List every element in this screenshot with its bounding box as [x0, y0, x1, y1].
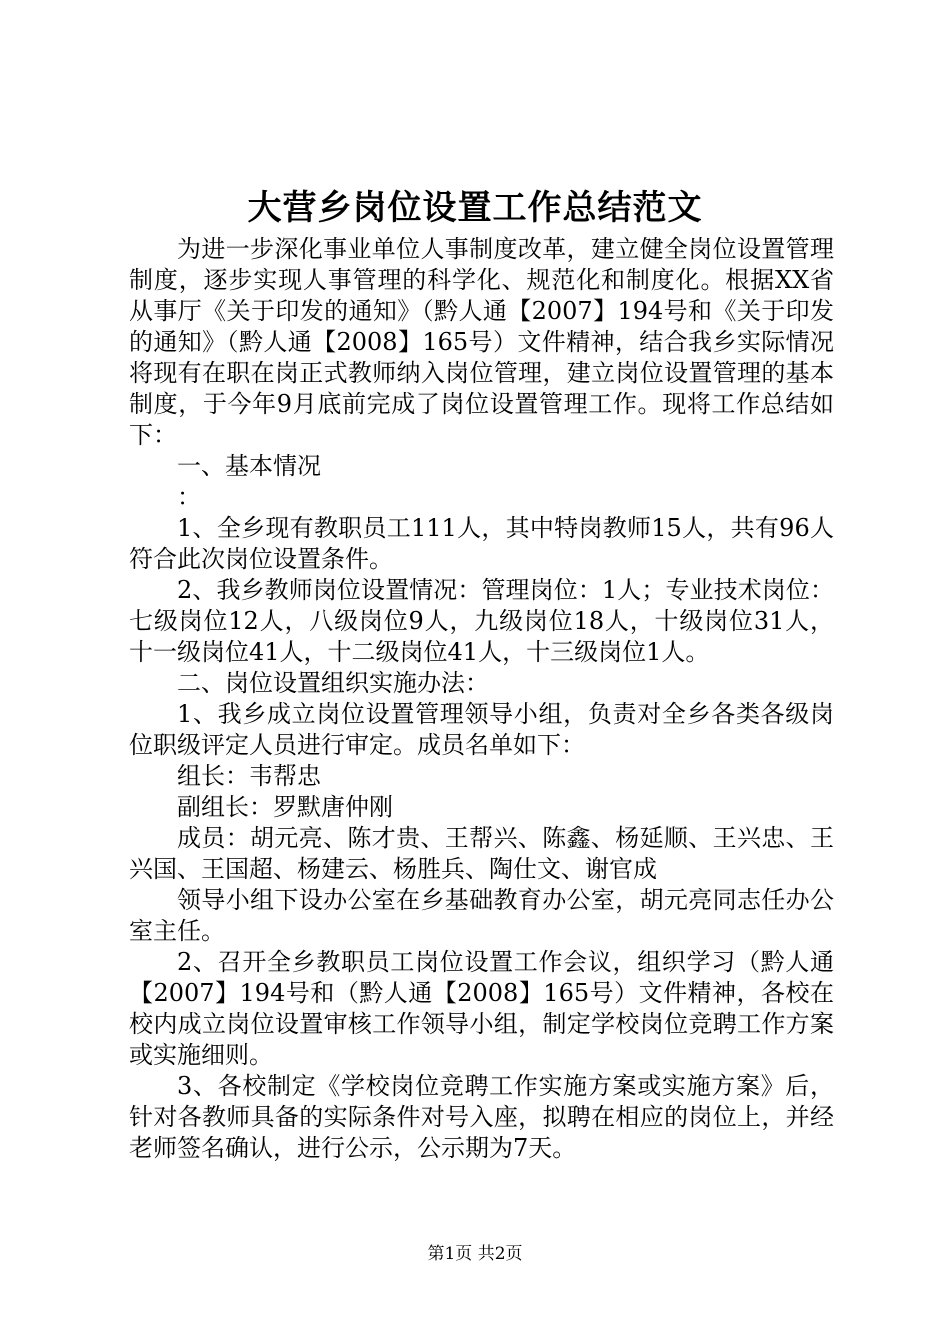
- paragraph-members: 成员：胡元亮、陈才贵、王帮兴、陈鑫、杨延顺、王兴忠、王兴国、王国超、杨建云、杨胜兵、陶仕文、谢官成: [129, 824, 834, 883]
- paragraph-intro: 为进一步深化事业单位人事制度改革，建立健全岗位设置管理制度，逐步实现人事管理的科学化、规范化和制度化。根据XX省从事厅《关于印发的通知》（黔人通【2007】194号和《关于印发的通知》（黔人通【2008】165号）文件精神，结合我乡实际情况将现有在职在岗正式教师纳入岗位管理，建立岗位设置管理的基本制度，于今年9月底前完成了岗位设置管理工作。现将工作总结如下：: [129, 235, 834, 449]
- paragraph-colon: ：: [177, 483, 201, 511]
- paragraph-meeting: 2、召开全乡教职员工岗位设置工作会议，组织学习（黔人通【2007】194号和（黔人通【2008】165号）文件精神，各校在校内成立岗位设置审核工作领导小组，制定学校岗位竞聘工作方案或实施细则。: [129, 948, 834, 1069]
- section-heading-implementation: 二、岗位设置组织实施办法：: [177, 669, 489, 697]
- paragraph-staff-count: 1、全乡现有教职员工111人，其中特岗教师15人，共有96人符合此次岗位设置条件。: [129, 514, 834, 573]
- paragraph-group-leader: 组长：韦帮忠: [177, 762, 321, 790]
- paragraph-leading-group: 1、我乡成立岗位设置管理领导小组，负责对全乡各类各级岗位职级评定人员进行审定。成员名单如下：: [129, 700, 834, 759]
- page-footer: 第1页 共2页: [427, 1244, 523, 1264]
- document-title: 大营乡岗位设置工作总结范文: [247, 188, 703, 228]
- section-heading-basic: 一、基本情况: [177, 452, 321, 480]
- paragraph-school-plan: 3、各校制定《学校岗位竞聘工作实施方案或实施方案》后，针对各教师具备的实际条件对号入座，拟聘在相应的岗位上，并经老师签名确认，进行公示，公示期为7天。: [129, 1072, 834, 1162]
- paragraph-office: 领导小组下设办公室在乡基础教育办公室，胡元亮同志任办公室主任。: [129, 886, 834, 945]
- document-body: [129, 234, 834, 1164]
- paragraph-post-setup: 2、我乡教师岗位设置情况：管理岗位：1人；专业技术岗位：七级岗位12人，八级岗位9人，九级岗位18人，十级岗位31人，十一级岗位41人，十二级岗位41人，十三级岗位1人。: [129, 576, 834, 666]
- paragraph-deputy-leader: 副组长：罗默唐仲刚: [177, 793, 393, 821]
